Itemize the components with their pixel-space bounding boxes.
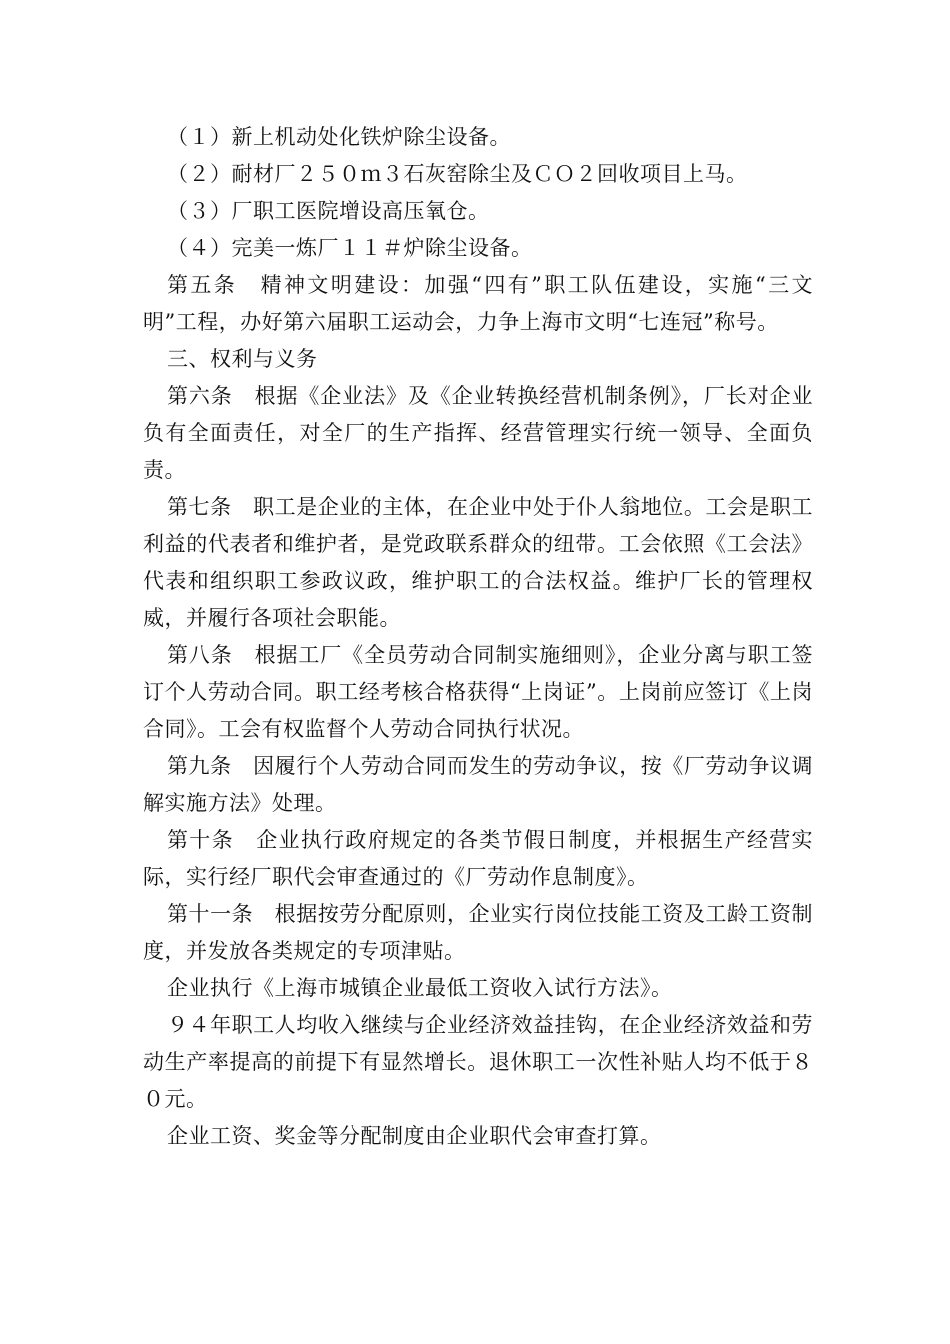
article-11: 第十一条 根据按劳分配原则，企业实行岗位技能工资及工龄工资制度，并发放各类规定的专项津贴。 <box>143 902 813 963</box>
item-2: （２）耐材厂２５０ｍ３石灰窑除尘及ＣＯ２回收项目上马。 <box>167 162 748 186</box>
article-7: 第七条 职工是企业的主体，在企业中处于仆人翁地位。工会是职工利益的代表者和维护者，是党政联系群众的纽带。工会依照《工会法》代表和组织职工参政议政，维护职工的合法权益。维护厂长的管理权威，并履行各项社会职能。 <box>143 495 813 630</box>
document-body <box>143 119 813 1155</box>
item-1: （１）新上机动处化铁炉除尘设备。 <box>167 125 511 149</box>
article-9: 第九条 因履行个人劳动合同而发生的劳动争议，按《厂劳动争议调解实施方法》处理。 <box>143 754 813 815</box>
article-8: 第八条 根据工厂《全员劳动合同制实施细则》，企业分离与职工签订个人劳动合同。职工经考核合格获得“上岗证”。上岗前应签订《上岗合同》。工会有权监督个人劳动合同执行状况。 <box>143 643 813 741</box>
item-4: （４）完美一炼厂１１＃炉除尘设备。 <box>167 236 533 260</box>
paragraph-min-wage: 企业执行《上海市城镇企业最低工资收入试行方法》。 <box>167 976 673 1000</box>
paragraph-income-1994: ９４年职工人均收入继续与企业经济效益挂钩，在企业经济效益和劳动生产率提高的前提下有显然增长。退休职工一次性补贴人均不低于８０元。 <box>143 1013 813 1111</box>
article-6: 第六条 根据《企业法》及《企业转换经营机制条例》，厂长对企业负有全面责任，对全厂的生产指挥、经营管理实行统一领导、全面负责。 <box>143 384 813 482</box>
article-5: 第五条 精神文明建设：加强“四有”职工队伍建设，实施“三文明”工程，办好第六届职工运动会，力争上海市文明“七连冠”称号。 <box>143 273 813 334</box>
section-heading-rights-duties: 三、权利与义务 <box>167 347 318 371</box>
item-3: （３）厂职工医院增设高压氧仓。 <box>167 199 490 223</box>
article-10: 第十条 企业执行政府规定的各类节假日制度，并根据生产经营实际，实行经厂职代会审查通过的《厂劳动作息制度》。 <box>143 828 813 889</box>
paragraph-wage-system: 企业工资、奖金等分配制度由企业职代会审查打算。 <box>167 1124 662 1148</box>
